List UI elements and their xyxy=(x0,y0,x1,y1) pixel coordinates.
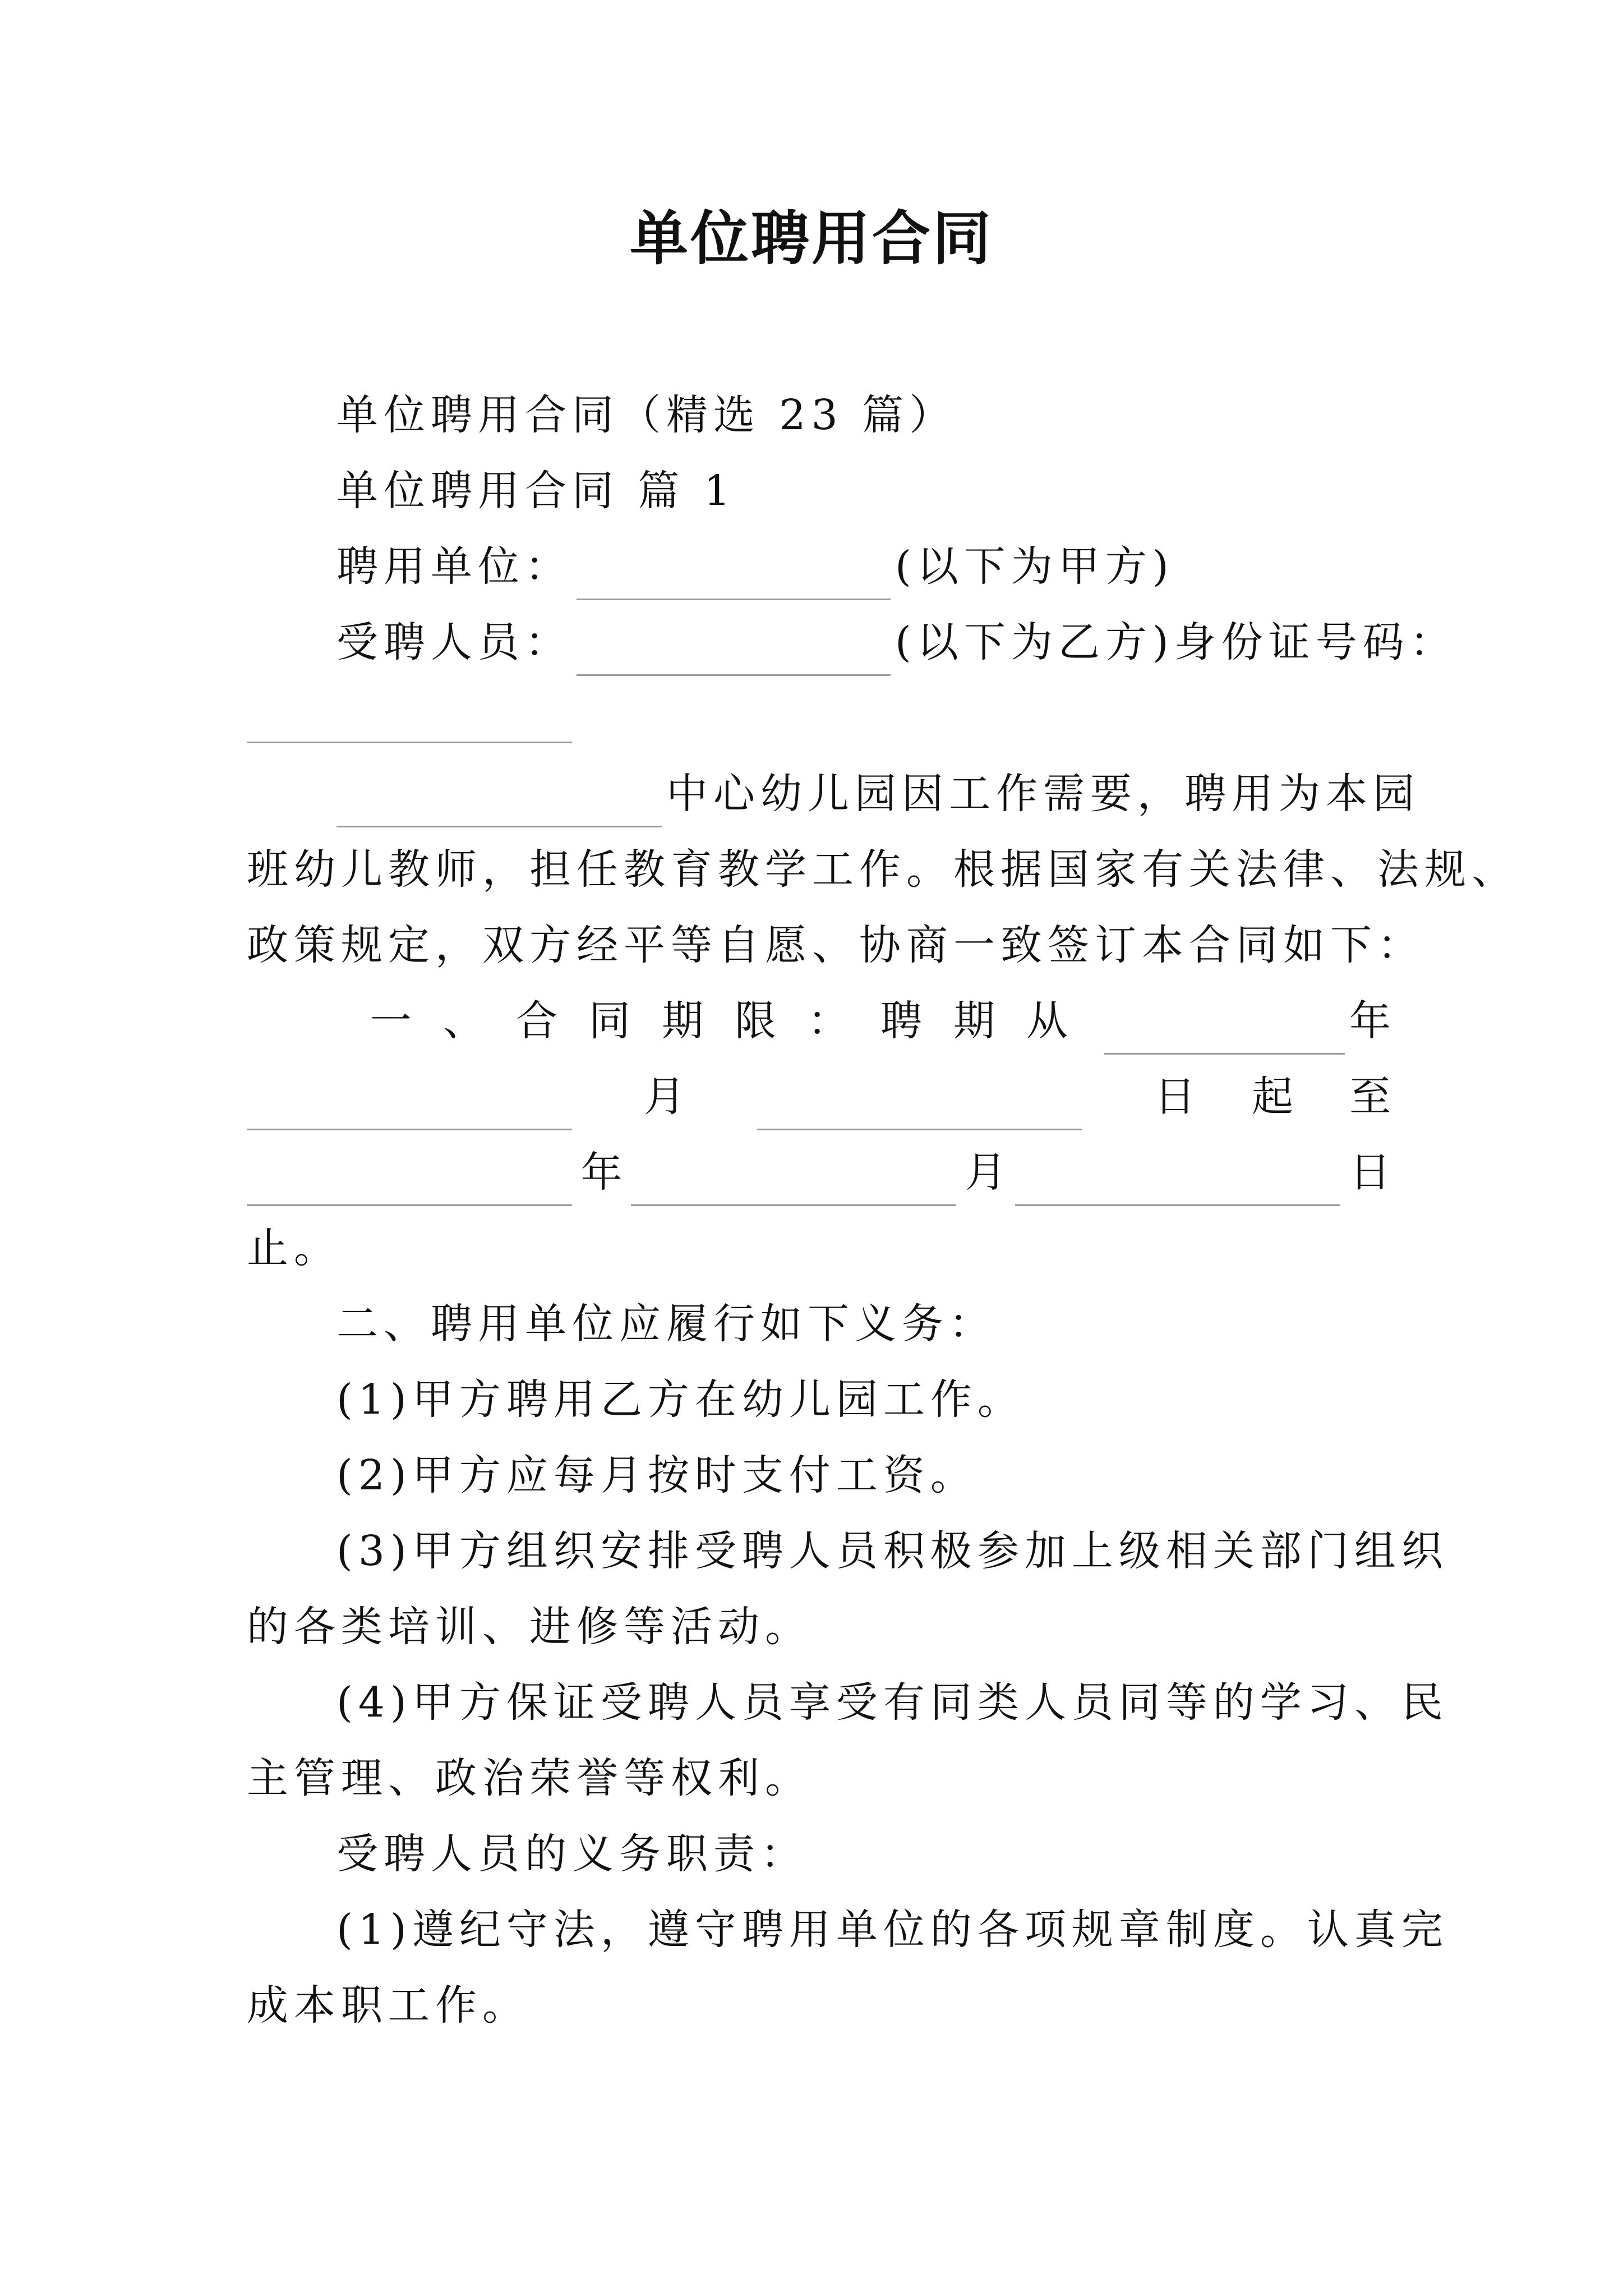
start-month-blank xyxy=(247,1084,572,1130)
id-number-blank xyxy=(247,697,572,743)
section-2-item-2: (2)甲方应每月按时支付工资。 xyxy=(336,1451,978,1499)
term-day-start: 日起至 xyxy=(1154,1073,1447,1121)
employee-blank xyxy=(577,629,891,676)
start-day-blank xyxy=(757,1084,1082,1130)
end-day-blank xyxy=(1015,1159,1340,1206)
collection-title: 单位聘用合同（精选 23 篇） xyxy=(336,391,957,439)
employer-line xyxy=(336,533,1391,600)
section-2-item-1: (1)甲方聘用乙方在幼儿园工作。 xyxy=(336,1375,1025,1424)
term-year-1: 年 xyxy=(1349,997,1391,1045)
term-label: 一、合同期限：聘期从 xyxy=(370,997,1099,1045)
term-line-2 xyxy=(247,1063,1447,1130)
term-line-3 xyxy=(247,1139,1391,1206)
term-year-2: 年 xyxy=(580,1148,623,1197)
end-month-blank xyxy=(631,1159,956,1206)
term-month-1: 月 xyxy=(644,1073,685,1121)
employee-suffix: (以下为乙方)身份证号码： xyxy=(895,618,1457,666)
intro-line-1 xyxy=(336,760,1420,827)
section-2-item-3-line-2: 的各类培训、进修等活动。 xyxy=(247,1603,812,1651)
end-year-blank xyxy=(247,1159,572,1206)
term-end: 止。 xyxy=(247,1224,341,1272)
intro-line-1-text: 中心幼儿园因工作需要，聘用为本园 xyxy=(666,770,1420,818)
intro-line-3: 政策规定，双方经平等自愿、协商一致签订本合同如下： xyxy=(247,921,1424,969)
section-2-heading: 二、聘用单位应履行如下义务： xyxy=(336,1300,996,1348)
intro-line-2: 班幼儿教师，担任教育教学工作。根据国家有关法律、法规、 xyxy=(247,845,1519,894)
employer-label: 聘用单位： xyxy=(336,542,572,591)
term-day-end: 日 xyxy=(1349,1148,1391,1197)
employer-blank xyxy=(577,554,891,600)
piece-title: 单位聘用合同 篇 1 xyxy=(336,467,736,515)
employee-line xyxy=(336,609,1457,676)
section-3-heading: 受聘人员的义务职责： xyxy=(336,1830,808,1878)
term-line-1 xyxy=(370,987,1391,1055)
school-name-blank xyxy=(336,781,662,827)
section-2-item-4-line-2: 主管理、政治荣誉等权利。 xyxy=(247,1754,812,1802)
start-year-blank xyxy=(1104,1008,1345,1055)
id-number-line xyxy=(247,676,1391,743)
term-month-2: 月 xyxy=(965,1148,1007,1197)
section-3-item-1-line-1: (1)遵纪守法，遵守聘用单位的各项规章制度。认真完 xyxy=(336,1906,1449,1954)
section-3-item-1-line-2: 成本职工作。 xyxy=(247,1981,529,2030)
section-2-item-3-line-1: (3)甲方组织安排受聘人员积极参加上级相关部门组织 xyxy=(336,1527,1449,1575)
employer-suffix: (以下为甲方) xyxy=(895,542,1174,591)
section-2-item-4-line-1: (4)甲方保证受聘人员享受有同类人员同等的学习、民 xyxy=(336,1678,1449,1727)
employee-label: 受聘人员： xyxy=(336,618,572,666)
document-title: 单位聘用合同 xyxy=(629,204,993,273)
